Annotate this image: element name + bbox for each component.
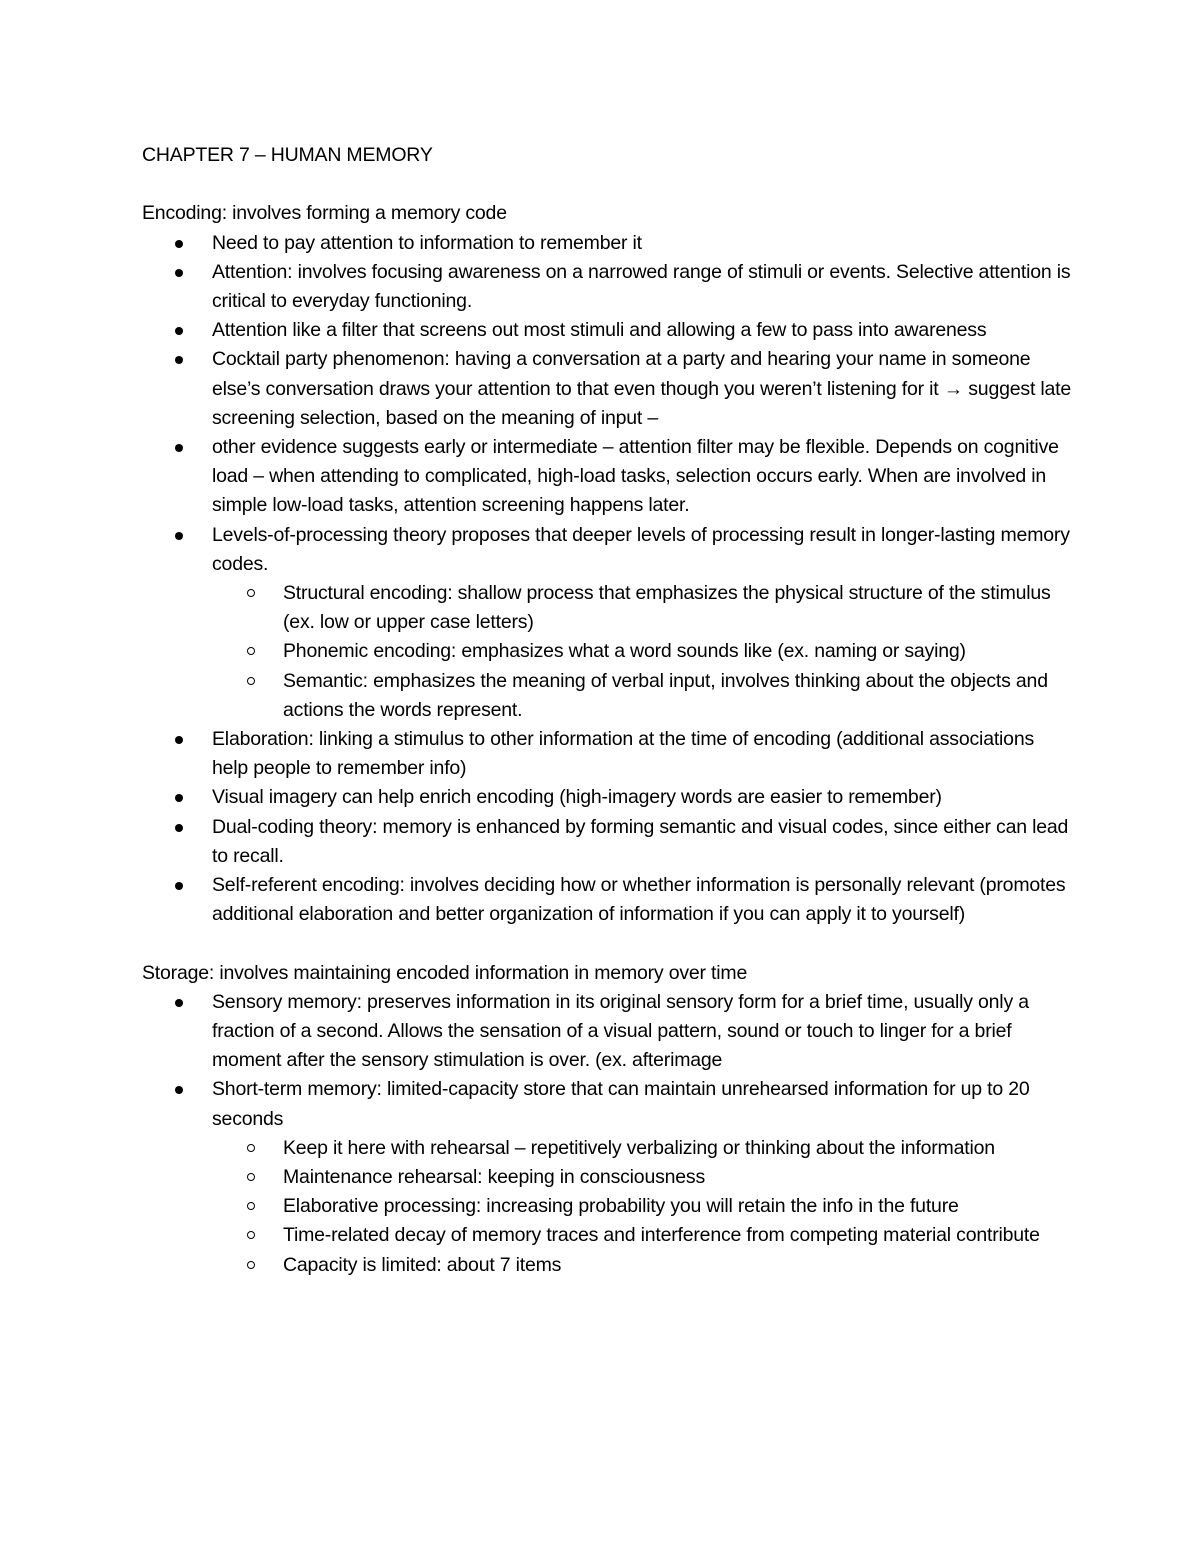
hollow-bullet-icon (247, 589, 255, 597)
bullet-list (142, 988, 1072, 1280)
sub-list-item-text: Elaborative processing: increasing probability you will retain the info in the future (283, 1195, 959, 1218)
list-item (212, 316, 1072, 345)
section-heading: Storage: involves maintaining encoded information in memory over time (142, 961, 748, 984)
bullet-icon (175, 240, 183, 248)
list-item-text: Short-term memory: limited-capacity store that can maintain unrehearsed information for up to 20 seconds (212, 1078, 1030, 1130)
bullet-icon (175, 532, 183, 540)
list-item-text: other evidence suggests early or intermediate – attention filter may be flexible. Depends on cognitive load – when attending to complicated, high-load tasks, selection occurs early. When are involved in simple low-load tasks, attention screening happens later. (212, 436, 1059, 517)
hollow-bullet-icon (247, 1231, 255, 1239)
bullet-icon (175, 882, 183, 890)
sub-list-item (283, 1163, 1072, 1192)
hollow-bullet-icon (247, 647, 255, 655)
sub-list-item-text: Capacity is limited: about 7 items (283, 1253, 562, 1276)
bullet-icon (175, 999, 183, 1007)
list-item (212, 521, 1072, 725)
hollow-bullet-icon (247, 677, 255, 685)
bullet-icon (175, 824, 183, 832)
list-item-text: Self-referent encoding: involves deciding how or whether information is personally relevant (promotes additional elaboration and better organization of information if you can apply it to yourself) (212, 874, 1066, 926)
bullet-icon (175, 269, 183, 277)
section-encoding (142, 199, 1072, 929)
hollow-bullet-icon (247, 1261, 255, 1269)
sub-list-item (283, 667, 1072, 725)
list-item (212, 871, 1072, 929)
hollow-bullet-icon (247, 1144, 255, 1152)
sub-list-item (283, 1221, 1072, 1250)
list-item-text: Visual imagery can help enrich encoding (high-imagery words are easier to remember) (212, 786, 942, 809)
bullet-icon (175, 327, 183, 335)
sub-list-item-text: Phonemic encoding: emphasizes what a word sounds like (ex. naming or saying) (283, 640, 966, 663)
sub-list-item (283, 1251, 1072, 1280)
bullet-icon (175, 794, 183, 802)
bullet-icon (175, 356, 183, 364)
section-heading: Encoding: involves forming a memory code (142, 202, 507, 225)
sub-list-item-text: Maintenance rehearsal: keeping in consciousness (283, 1166, 706, 1189)
list-item (212, 813, 1072, 871)
document-page (142, 141, 1072, 1280)
list-item-text: Dual-coding theory: memory is enhanced by forming semantic and visual codes, since either can lead to recall. (212, 815, 1069, 867)
list-item (212, 783, 1072, 812)
list-item (212, 988, 1072, 1076)
hollow-bullet-icon (247, 1173, 255, 1181)
list-item (212, 258, 1072, 316)
bullet-icon (175, 736, 183, 744)
bullet-list (142, 229, 1072, 930)
sub-list (212, 1134, 1072, 1280)
bullet-icon (175, 444, 183, 452)
list-item-text: Levels-of-processing theory proposes that deeper levels of processing result in longer-lasting memory codes. (212, 523, 1070, 575)
list-item-text: Elaboration: linking a stimulus to other information at the time of encoding (additional associations help people to remember info) (212, 728, 1035, 780)
hollow-bullet-icon (247, 1202, 255, 1210)
sub-list-item-text: Time-related decay of memory traces and interference from competing material contribute (283, 1224, 1040, 1247)
sub-list-item-text: Semantic: emphasizes the meaning of verbal input, involves thinking about the objects and actions the words represent. (283, 669, 1048, 721)
document-title: CHAPTER 7 – HUMAN MEMORY (142, 144, 433, 166)
sub-list (212, 579, 1072, 725)
list-item (212, 1075, 1072, 1279)
section-spacer (142, 929, 1072, 958)
sub-list-item (283, 1192, 1072, 1221)
list-item-text: Sensory memory: preserves information in its original sensory form for a brief time, usually only a fraction of a second. Allows the sensation of a visual pattern, sound or touch to linger for a brief moment after the sensory stimulation is over. (ex. afterimage (212, 990, 1029, 1072)
sub-list-item (283, 1134, 1072, 1163)
sub-list-item (283, 637, 1072, 666)
list-item (212, 725, 1072, 783)
sub-list-item-text: Keep it here with rehearsal – repetitively verbalizing or thinking about the information (283, 1136, 995, 1159)
bullet-icon (175, 1086, 183, 1094)
list-item-text: Attention: involves focusing awareness on a narrowed range of stimuli or events. Selective attention is critical to everyday functioning. (212, 260, 1071, 312)
sub-list-item (283, 579, 1072, 637)
list-item-text: Attention like a filter that screens out most stimuli and allowing a few to pass into awareness (212, 319, 987, 342)
list-item-text: Cocktail party phenomenon: having a conversation at a party and hearing your name in someone else’s conversation draws your attention to that even though you weren’t listening for it → suggest late screening selection, based on the meaning of input – (212, 348, 1072, 429)
list-item-text: Need to pay attention to information to remember it (212, 231, 642, 254)
list-item (212, 229, 1072, 258)
list-item (212, 345, 1072, 433)
list-item (212, 433, 1072, 521)
section-storage (142, 959, 1072, 1280)
sub-list-item-text: Structural encoding: shallow process that emphasizes the physical structure of the stimulus (ex. low or upper case letters) (283, 582, 1051, 634)
